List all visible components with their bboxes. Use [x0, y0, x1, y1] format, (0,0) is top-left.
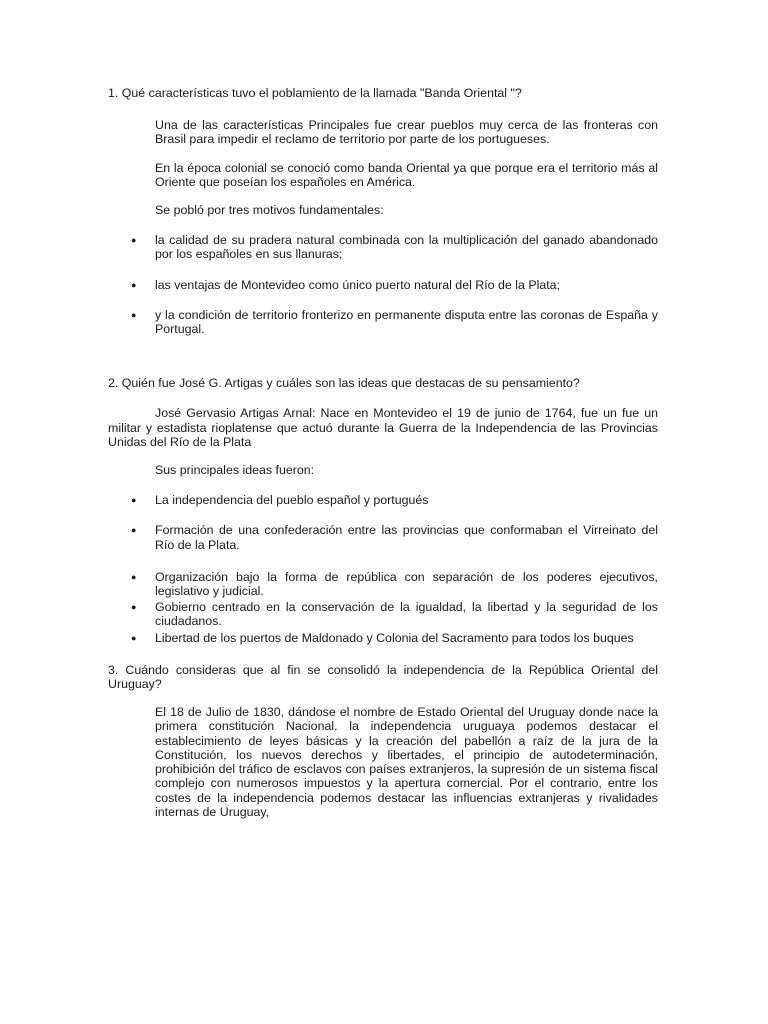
bullet-icon: ●	[131, 235, 137, 246]
bullet-icon: ●	[131, 602, 137, 613]
list-item-text: Libertad de los puertos de Maldonado y Colonia del Sacramento para todos los buques	[155, 630, 634, 645]
list-item-text: las ventajas de Montevideo como único puerto natural del Río de la Plata;	[155, 277, 561, 292]
list-item	[131, 569, 658, 599]
q1-paragraph-2: En la época colonial se conoció como banda Oriental ya que porque era el territorio más al Oriente que poseían los españoles en América.	[155, 160, 658, 189]
question-1: 1. Qué características tuvo el poblamiento de la llamada "Banda Oriental "?	[108, 86, 522, 100]
list-item-text: Gobierno centrado en la conservación de la igualdad, la libertad y la seguridad de los ciudadanos.	[155, 600, 658, 629]
q2-paragraph-1: José Gervasio Artigas Arnal: Nace en Montevideo el 19 de junio de 1764, fue un fue un militar y estadista rioplatense que actuó durante la Guerra de la Independencia de las Provincias Unidas del Río de la Plata	[108, 406, 658, 449]
list-item	[131, 523, 658, 552]
q2-paragraph-2: Sus principales ideas fueron:	[155, 463, 315, 478]
list-item	[131, 307, 658, 337]
bullet-icon: ●	[131, 525, 137, 536]
bullet-icon: ●	[131, 309, 137, 320]
q2-bullet-list	[108, 493, 658, 645]
list-item	[131, 630, 658, 645]
bullet-icon: ●	[131, 632, 137, 643]
q1-paragraph-1: Una de las características Principales fue crear pueblos muy cerca de las fronteras con Brasil para impedir el reclamo de territorio por parte de los portugueses.	[155, 118, 658, 147]
list-item	[131, 493, 658, 508]
list-item-text: Formación de una confederación entre las provincias que conformaban el Virreinato del Río de la Plata.	[155, 523, 658, 552]
q1-bullet-list	[108, 233, 658, 336]
question-3: 3. Cuándo consideras que al fin se consolidó la independencia de la República Oriental del Uruguay?	[108, 662, 658, 692]
list-item-text: Organización bajo la forma de república con separación de los poderes ejecutivos, legislativo y judicial.	[155, 569, 658, 599]
list-item-text: y la condición de territorio fronterizo en permanente disputa entre las coronas de España y Portugal.	[155, 307, 658, 337]
question-2: 2. Quién fue José G. Artigas y cuáles son las ideas que destacas de su pensamiento?	[108, 376, 580, 391]
list-item-text: La independencia del pueblo español y portugués	[155, 493, 429, 508]
q3-paragraph-1: El 18 de Julio de 1830, dándose el nombre de Estado Oriental del Uruguay donde nace la primera constitución Nacional. la independencia uruguaya podemos destacar el establecimiento de leyes básicas y la creación del pabellón a raíz de la jura de la Constitución, los nuevos derechos y libertades, el principio de autodeterminación, prohibición del tráfico de esclavos con países extranjeros, la supresión de un sistema fiscal complejo con numerosos impuestos y la apertura comercial. Por el contrario, entre los costes de la independencia podemos destacar las influencias extranjeras y rivalidades internas de Uruguay,	[155, 705, 658, 819]
q1-paragraph-3: Se pobló por tres motivos fundamentales:	[155, 203, 384, 218]
bullet-icon: ●	[131, 571, 137, 582]
list-item-text: la calidad de su pradera natural combinada con la multiplicación del ganado abandonado por los españoles en sus llanuras;	[155, 233, 658, 262]
list-item	[131, 233, 658, 262]
list-item	[131, 277, 658, 292]
list-item	[131, 600, 658, 629]
bullet-icon: ●	[131, 495, 137, 506]
bullet-icon: ●	[131, 279, 137, 290]
